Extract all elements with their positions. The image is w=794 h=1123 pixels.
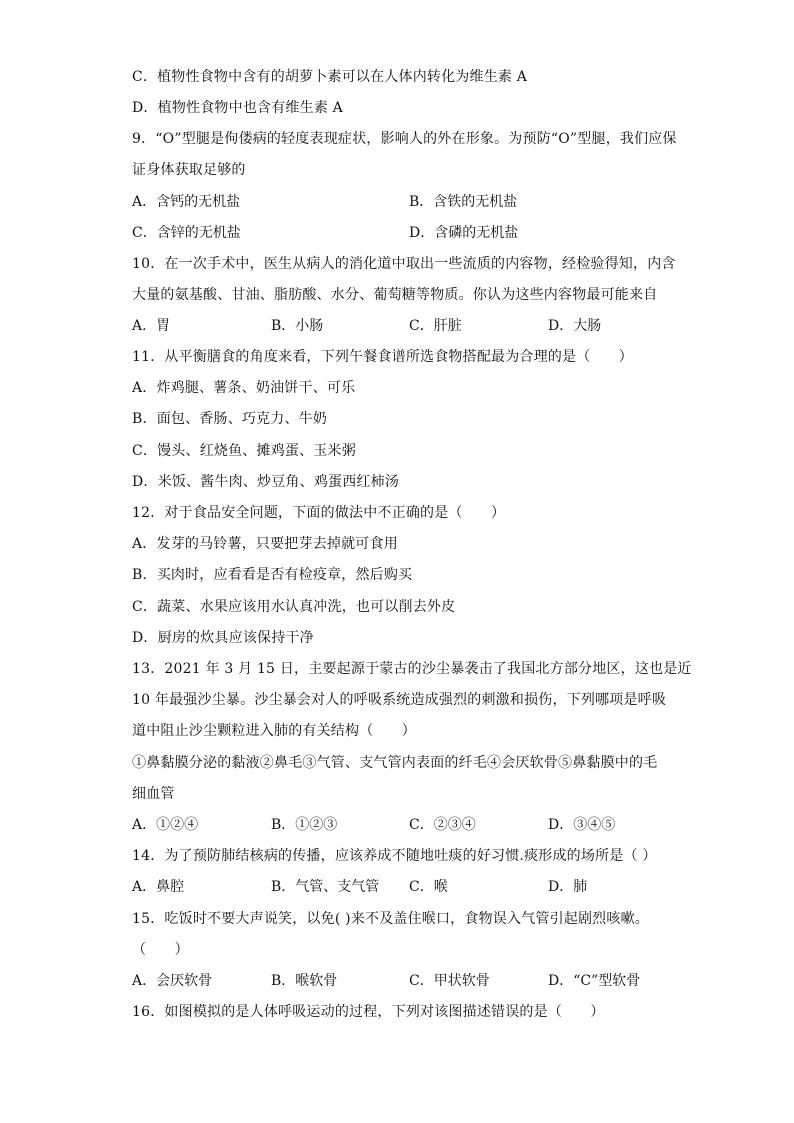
- q13-structure-list-line1: ①鼻黏膜分泌的黏液②鼻毛③气管、支气管内表面的纤毛④会厌软骨⑤鼻黏膜中的毛: [132, 755, 658, 771]
- q12-option-d: D．厨房的炊具应该保持干净: [132, 630, 314, 646]
- q13-structure-list-line2: 细血管: [132, 786, 175, 802]
- q12-option-b: B．买肉时，应看看是否有检疫章，然后购买: [132, 567, 413, 583]
- q9-stem-line1: 9．“O”型腿是佝偻病的轻度表现症状，影响人的外在形象。为预防“O”型腿，我们应保: [132, 131, 677, 147]
- q11-option-a: A．炸鸡腿、薯条、奶油饼干、可乐: [132, 380, 356, 396]
- q11-option-d: D．米饭、酱牛肉、炒豆角、鸡蛋西红柿汤: [132, 474, 400, 490]
- q8-option-d: D．植物性食物中也含有维生素 A: [132, 100, 343, 116]
- q13-stem-line1: 13．2021 年 3 月 15 日，主要起源于蒙古的沙尘暴袭击了我国北方部分地区，这也是近: [132, 661, 692, 677]
- q16-stem: 16．如图模拟的是人体呼吸运动的过程，下列对该图描述错误的是（ ）: [132, 1004, 605, 1020]
- q10-option-c: C．肝脏: [409, 318, 462, 334]
- q13-option-c: C．②③④: [409, 817, 476, 833]
- q10-stem-line2: 大量的氨基酸、甘油、脂肪酸、水分、葡萄糖等物质。你认为这些内容物最可能来自: [132, 287, 658, 303]
- q15-option-d: D．“C”型软骨: [548, 973, 641, 989]
- q11-stem: 11．从平衡膳食的角度来看，下列午餐食谱所选食物搭配最为合理的是（ ）: [132, 349, 634, 365]
- q15-answer-bracket: （ ）: [132, 942, 189, 958]
- q14-option-d: D．肺: [548, 879, 588, 895]
- q13-option-b: B．①②③: [271, 817, 338, 833]
- q9-option-c: C．含锌的无机盐: [132, 225, 241, 241]
- q14-stem: 14．为了预防肺结核病的传播，应该养成不随地吐痰的好习惯.痰形成的场所是（ ）: [132, 848, 657, 864]
- q13-option-a: A．①②④: [132, 817, 199, 833]
- q12-option-a: A．发芽的马铃薯，只要把芽去掉就可食用: [132, 536, 398, 552]
- q13-stem-line2: 10 年最强沙尘暴。沙尘暴会对人的呼吸系统造成强烈的刺激和损伤，下列哪项是呼吸: [132, 692, 667, 708]
- q10-option-b: B．小肠: [271, 318, 324, 334]
- q10-option-d: D．大肠: [548, 318, 602, 334]
- q15-option-b: B．喉软骨: [271, 973, 338, 989]
- q12-stem: 12．对于食品安全问题，下面的做法中不正确的是（ ）: [132, 505, 506, 521]
- q11-option-c: C．馒头、红烧鱼、摊鸡蛋、玉米粥: [132, 443, 356, 459]
- q15-option-c: C．甲状软骨: [409, 973, 490, 989]
- q9-option-a: A．含钙的无机盐: [132, 194, 241, 210]
- q12-option-c: C．蔬菜、水果应该用水认真冲洗，也可以削去外皮: [132, 599, 456, 615]
- q14-option-b: B．气管、支气管: [271, 879, 380, 895]
- q11-option-b: B．面包、香肠、巧克力、牛奶: [132, 411, 328, 427]
- q9-option-d: D．含磷的无机盐: [409, 225, 519, 241]
- q15-option-a: A．会厌软骨: [132, 973, 213, 989]
- q9-option-b: B．含铁的无机盐: [409, 194, 518, 210]
- q13-option-d: D．③④⑤: [548, 817, 616, 833]
- q10-option-a: A．胃: [132, 318, 171, 334]
- q14-option-c: C．喉: [409, 879, 448, 895]
- q13-stem-line3: 道中阻止沙尘颗粒进入肺的有关结构（ ）: [132, 723, 416, 739]
- q10-stem-line1: 10．在一次手术中，医生从病人的消化道中取出一些流质的内容物，经检验得知，内含: [132, 256, 676, 272]
- q9-stem-line2: 证身体获取足够的: [132, 162, 246, 178]
- q15-stem-line1: 15．吃饭时不要大声说笑，以免( )来不及盖住喉口，食物误入气管引起剧烈咳嗽。: [132, 911, 649, 927]
- q14-option-a: A．鼻腔: [132, 879, 185, 895]
- q8-option-c: C．植物性食物中含有的胡萝卜素可以在人体内转化为维生素 A: [132, 69, 528, 85]
